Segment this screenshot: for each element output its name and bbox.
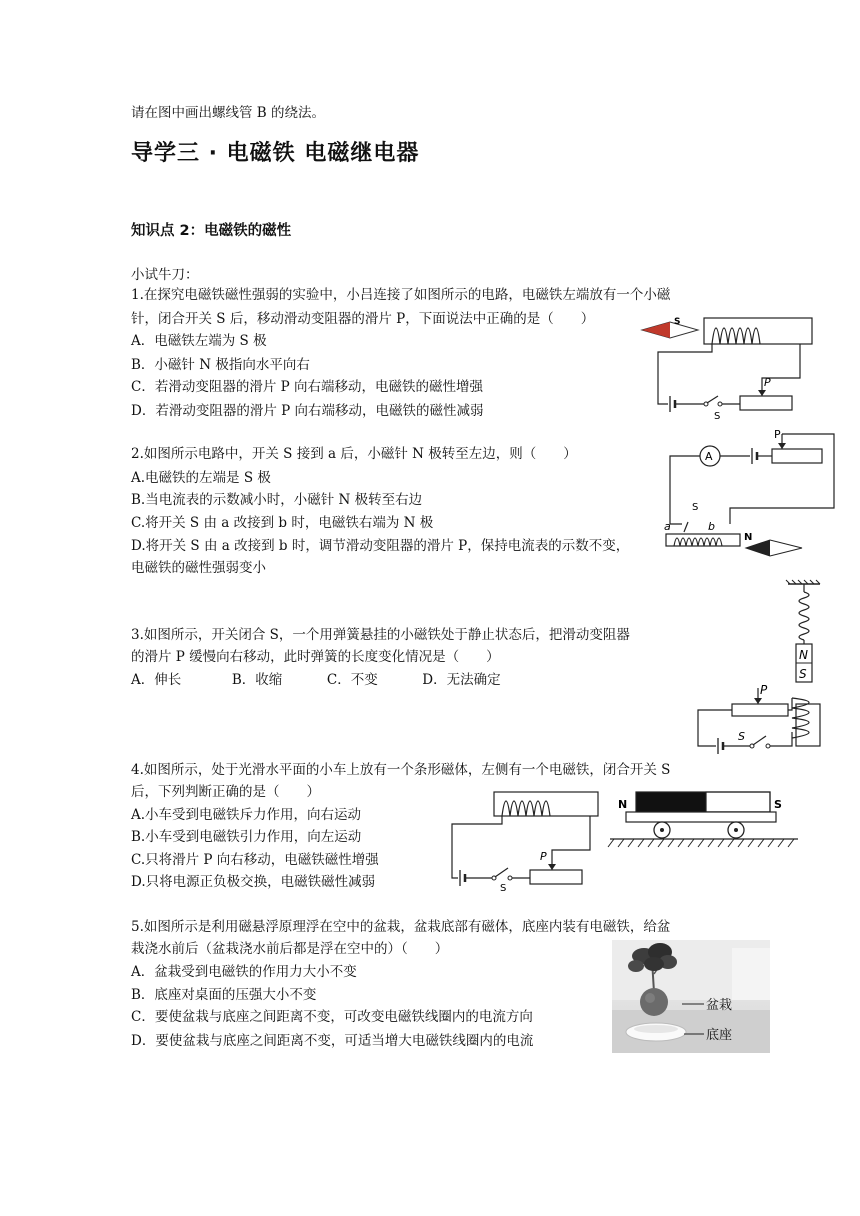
fig-label-pot: 盆栽 — [706, 998, 733, 1013]
fig-label-p: P — [540, 850, 547, 863]
levitating-plant-illustration — [612, 940, 770, 1053]
option-b: B．小磁针 N 极指向水平向右 — [131, 357, 310, 373]
option-d: D．要使盆栽与底座之间距离不变，可适当增大电磁铁线圈内的电流 — [131, 1033, 534, 1049]
figure-q5-levitating-plant-photo — [612, 940, 770, 1053]
question-stem-line: 5.如图所示是利用磁悬浮原理浮在空中的盆栽，盆栽底部有磁体，底座内装有电磁铁，给盆 — [131, 919, 671, 935]
option-d: D．无法确定 — [422, 672, 501, 688]
option-a: A.电磁铁的左端是 S 极 — [131, 470, 271, 486]
question-stem-line: 1.在探究电磁铁磁性强弱的实验中，小吕连接了如图所示的电路，电磁铁左端放有一个小磁 — [131, 287, 671, 303]
fig-label-n: N — [618, 798, 628, 811]
option-a: A．盆栽受到电磁铁的作用力大小不变 — [131, 964, 357, 980]
fig-label-switch: S — [692, 502, 699, 513]
knowledge-title: 知识点 2：电磁铁的磁性 — [131, 223, 292, 239]
intro-line: 请在图中画出螺线管 B 的绕法。 — [131, 105, 326, 121]
options-row — [131, 671, 501, 689]
fig-label-n: N — [648, 317, 656, 327]
question-stem-line: 4.如图所示，处于光滑水平面的小车上放有一个条形磁体，左侧有一个电磁铁，闭合开关 S — [131, 762, 671, 778]
fig-label-p: P — [760, 683, 768, 697]
fig-label-ammeter: A — [705, 450, 713, 463]
question-stem-line: 后，下列判断正确的是（ ） — [131, 784, 320, 800]
figure-q4-cart-magnet — [606, 784, 802, 856]
question-stem-line: 2.如图所示电路中，开关 S 接到 a 后，小磁针 N 极转至左边，则（ ） — [131, 446, 577, 462]
figure-q2-circuit — [662, 428, 842, 568]
fig-label-a: a — [664, 520, 671, 533]
option-a: A．伸长 — [131, 672, 182, 688]
fig-label-p: P — [764, 376, 771, 389]
question-stem-line: 栽浇水前后（盆栽浇水前后都是浮在空中的）（ ） — [131, 941, 449, 957]
fig-label-s: S — [774, 798, 782, 811]
fig-label-switch: S — [500, 883, 507, 894]
option-c: C．不变 — [326, 672, 378, 688]
option-b: B．底座对桌面的压强大小不变 — [131, 987, 317, 1003]
fig-label-switch: S — [738, 730, 745, 743]
fig-label-p: P — [774, 428, 781, 441]
fig-label-b: b — [708, 520, 715, 533]
option-a: A．电磁铁左端为 S 极 — [131, 333, 267, 349]
fig-label-base: 底座 — [706, 1028, 733, 1043]
option-b: B．收缩 — [231, 672, 283, 688]
fig-label-switch: S — [714, 411, 721, 422]
section-title: 导学三 · 电磁铁 电磁继电器 — [131, 141, 420, 166]
option-c: C．要使盆栽与底座之间距离不变，可改变电磁铁线圈内的电流方向 — [131, 1009, 533, 1025]
question-stem-line: 的滑片 P 缓慢向右移动，此时弹簧的长度变化情况是（ ） — [131, 649, 500, 665]
fig-label-s: S — [674, 317, 681, 327]
figure-q4-circuit — [448, 786, 604, 892]
option-d: D.将开关 S 由 a 改接到 b 时，调节滑动变阻器的滑片 P，保持电流表的示数不变， — [131, 538, 630, 554]
fig-label-n: N — [799, 648, 808, 662]
question-stem-line: 针，闭合开关 S 后，移动滑动变阻器的滑片 P，下面说法中正确的是（ ） — [131, 311, 595, 327]
fig-label-s: S — [799, 667, 807, 681]
option-c: C．若滑动变阻器的滑片 P 向右端移动，电磁铁的磁性增强 — [131, 379, 483, 395]
option-c: C.只将滑片 P 向右移动，电磁铁磁性增强 — [131, 852, 379, 868]
option-b: B.当电流表的示数减小时，小磁针 N 极转至右边 — [131, 492, 423, 508]
figure-q3-spring-magnet — [784, 580, 824, 685]
option-a: A.小车受到电磁铁斥力作用，向右运动 — [131, 807, 362, 823]
fig-label-n: N — [744, 532, 753, 543]
figure-q1-circuit — [640, 312, 820, 422]
option-d: D．若滑动变阻器的滑片 P 向右端移动，电磁铁的磁性减弱 — [131, 403, 484, 419]
figure-q3-circuit — [692, 684, 832, 754]
option-d: D.只将电源正负极交换，电磁铁磁性减弱 — [131, 874, 376, 890]
question-stem-line: 3.如图所示，开关闭合 S，一个用弹簧悬挂的小磁铁处于静止状态后，把滑动变阻器 — [131, 627, 630, 643]
option-d-cont: 电磁铁的磁性强弱变小 — [131, 560, 266, 576]
option-c: C.将开关 S 由 a 改接到 b 时，电磁铁右端为 N 极 — [131, 515, 434, 531]
practice-label: 小试牛刀： — [131, 267, 199, 283]
option-b: B.小车受到电磁铁引力作用，向左运动 — [131, 829, 362, 845]
